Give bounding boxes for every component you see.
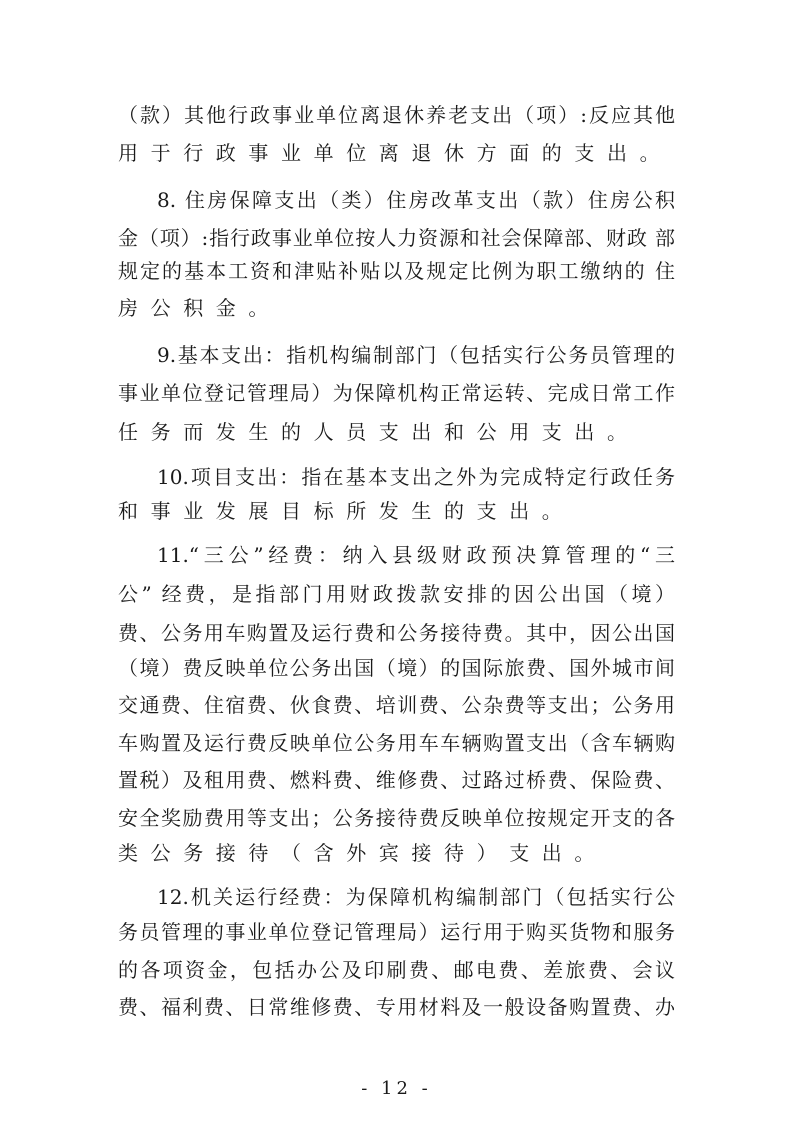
text-line: 交通费、住宿费、伙食费、培训费、公杂费等支出；公务用 [118,693,675,717]
text-line: 房公积金。 [118,296,281,320]
page-number: - 12 - [361,1078,432,1099]
text-line: 务员管理的事业单位登记管理局）运行用于购买货物和服务 [118,920,675,944]
text-line: 10.项目支出：指在基本支出之外为完成特定行政任务 [157,465,675,489]
text-line: 的各项资金，包括办公及印刷费、邮电费、差旅费、会议 [118,958,675,982]
text-line: 任务而发生的人员支出和公用支出。 [118,420,640,444]
text-line: （境）费反映单位公务出国（境）的国际旅费、国外城市间 [118,656,675,680]
text-line: 9.基本支出：指机构编制部门（包括实行公务员管理的 [157,343,675,367]
text-line: 8. 住房保障支出（类）住房改革支出（款）住房公积 [157,188,675,212]
text-line: （款）其他行政事业单位离退休养老支出（项）:反应其他 [118,103,675,127]
text-line: 安全奖励费用等支出；公务接待费反映单位按规定开支的各 [118,806,675,830]
text-line: 用于行政事业单位离退休方面的支出。 [118,141,673,165]
text-line: 费、福利费、日常维修费、专用材料及一般设备购置费、办 [118,995,675,1019]
text-line: 12.机关运行经费：为保障机构编制部门（包括实行公 [157,885,675,909]
text-line: 置税）及租用费、燃料费、维修费、过路过桥费、保险费、 [118,768,675,792]
text-line: 费、公务用车购置及运行费和公务接待费。其中，因公出国 [118,621,675,645]
text-line: 事业单位登记管理局）为保障机构正常运转、完成日常工作 [118,381,675,405]
text-line: 车购置及运行费反映单位公务用车车辆购置支出（含车辆购 [118,731,675,755]
text-line: 规定的基本工资和津贴补贴以及规定比例为职工缴纳的 住 [118,259,675,283]
text-line: 公” 经费，是指部门用财政拨款安排的因公出国（境） [118,582,675,606]
text-line: 类公务接待（含外宾接待）支出。 [118,841,607,865]
text-line: 11.“三公”经费：纳入县级财政预决算管理的“三 [157,543,675,567]
text-line: 和事业发展目标所发生的支出。 [118,499,575,523]
text-line: 金（项）:指行政事业单位按人力资源和社会保障部、财政 部 [118,226,675,250]
